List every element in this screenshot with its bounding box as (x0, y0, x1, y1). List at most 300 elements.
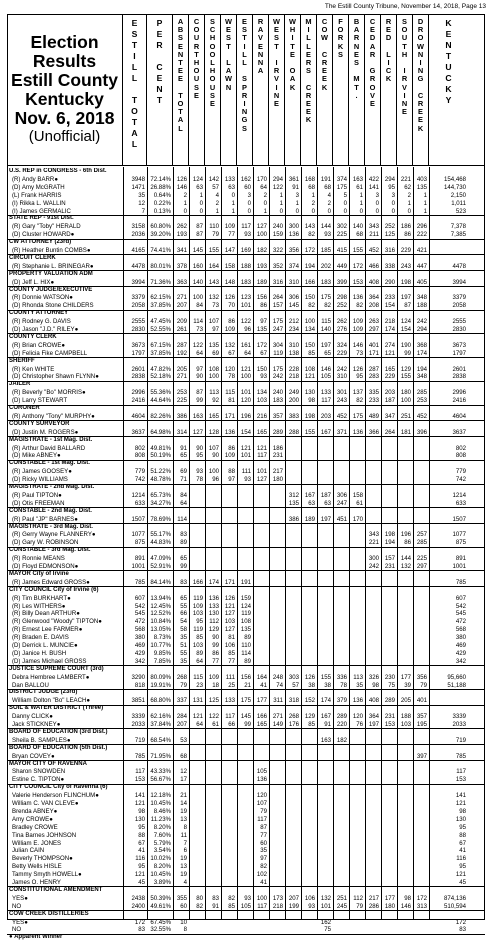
vote-cell-barnes-mt: 170 (352, 515, 363, 523)
vote-cell-estill-springs: 100 (240, 373, 251, 381)
column-header-char: G (369, 66, 376, 76)
vote-cell-estill-total: 130 (134, 815, 145, 823)
vote-cell-barnes-mt (349, 610, 363, 618)
vote-cell-absentee-total: 114 (177, 515, 187, 523)
candidate-name: (R) Glenwood "Woody" TIPTON● (12, 618, 102, 626)
column-header-char: O (131, 106, 138, 116)
column-divider (349, 167, 350, 919)
vote-cell-cedar-grove: 489 (368, 412, 379, 420)
vote-cell-per-cent: 39.20% (150, 231, 171, 239)
vote-cell-drowning-creek (413, 468, 427, 476)
vote-cell-cedar-grove: 297 (368, 326, 379, 333)
column-header-char: E (156, 29, 163, 39)
vote-cell-drowning-creek: 397 (416, 752, 427, 760)
vote-cell-west-irvine-lawn (221, 808, 235, 816)
column-header-per-cent (147, 14, 173, 165)
vote-cell-cow-creek: 203 (320, 412, 331, 420)
vote-cell-white-oak (285, 919, 299, 927)
vote-cell-red-lick (381, 824, 395, 832)
column-header-barnes-mt (349, 14, 365, 165)
vote-cell-white-oak (285, 816, 299, 824)
vote-cell-cedar-grove (365, 634, 379, 642)
vote-cell-south-irvine (397, 800, 411, 808)
vote-cell-schoolhouse: 129 (208, 626, 219, 634)
column-header-char: E (242, 17, 247, 26)
column-header-char: D (385, 33, 392, 43)
section-divider (7, 705, 485, 706)
vote-cell-white-oak: 91 (292, 183, 299, 191)
vote-cell-schoolhouse: 130 (208, 610, 219, 618)
column-header-char: C (445, 73, 452, 83)
vote-cell-south-irvine: 100 (400, 397, 411, 405)
vote-cell-per-cent: 37.85% (150, 349, 171, 357)
vote-cell-barnes-mt (349, 824, 363, 832)
vote-cell-south-irvine (397, 792, 411, 800)
vote-cell-cow-creek (317, 603, 331, 611)
column-header-char: S (402, 17, 407, 26)
column-header-char: V (274, 74, 279, 84)
column-header-char: E (131, 18, 138, 28)
section-divider (7, 547, 485, 548)
vote-cell-west-irvine-lawn: 77 (228, 231, 235, 239)
column-divider (285, 167, 286, 919)
vote-cell-south-irvine (397, 871, 411, 879)
column-header-char: O (177, 99, 184, 109)
vote-cell-white-oak: 200 (288, 397, 299, 405)
vote-cell-drowning-creek: 357 (416, 713, 427, 721)
title-line-6: (Unofficial) (28, 128, 101, 145)
vote-cell-cow-creek (317, 468, 331, 476)
column-header-char: O (369, 82, 376, 92)
column-header-char: H (209, 33, 216, 43)
vote-cell-ravenna: 134 (256, 389, 267, 397)
column-header-char: T (131, 95, 138, 105)
vote-cell-schoolhouse (205, 792, 219, 800)
vote-cell-white-oak (285, 863, 299, 871)
vote-cell-absentee-total: 192 (176, 349, 187, 357)
vote-cell-white-oak: 136 (288, 231, 299, 239)
vote-cell-millers-creek: 155 (304, 428, 315, 436)
vote-cell-drowning-creek (413, 832, 427, 840)
vote-cell-estill-springs (237, 840, 251, 848)
vote-cell-barnes-mt: 79 (356, 902, 363, 910)
vote-cell-south-irvine: 229 (400, 247, 411, 254)
vote-cell-estill-total: 779 (134, 468, 145, 476)
column-header-char: K (445, 84, 452, 94)
column-header-drowning-creek (413, 14, 429, 165)
vote-cell-white-oak: 138 (288, 349, 299, 357)
column-header-char: I (419, 58, 422, 68)
column-header-char: S (210, 17, 215, 26)
vote-cell-white-oak (285, 768, 299, 776)
vote-cell-ravenna: 35 (260, 847, 267, 855)
vote-cell-courthouse: 80 (196, 894, 203, 902)
vote-cell-courthouse: 119 (193, 626, 203, 634)
section-divider (7, 484, 485, 485)
vote-cell-white-oak: 0 (295, 207, 299, 215)
vote-cell-forks (333, 531, 347, 539)
vote-cell-kentucky: 802 (455, 444, 466, 452)
vote-cell-south-irvine: 221 (400, 175, 411, 183)
vote-cell-absentee-total: 355 (176, 894, 187, 902)
vote-cell-absentee-total: 91 (180, 444, 187, 452)
vote-cell-white-oak (285, 871, 299, 879)
vote-cell-estill-total: 35 (138, 191, 145, 199)
vote-cell-estill-springs: 108 (240, 618, 251, 626)
vote-cell-ravenna: 64 (260, 183, 267, 191)
vote-cell-cedar-grove: 300 (368, 555, 379, 563)
candidate-name: Betty Wells HISLE (12, 863, 62, 871)
vote-cell-ravenna: 0 (263, 199, 267, 207)
vote-cell-kentucky: 808 (455, 452, 466, 460)
vote-cell-ravenna: 87 (260, 823, 267, 831)
vote-cell-estill-springs (237, 871, 251, 879)
section-divider (7, 586, 485, 587)
vote-cell-schoolhouse: 128 (208, 428, 219, 436)
vote-cell-estill-total: 3339 (131, 713, 145, 721)
vote-cell-white-oak: 310 (288, 341, 299, 349)
vote-cell-red-lick (381, 634, 395, 642)
vote-cell-barnes-mt (349, 555, 363, 563)
vote-cell-absentee-total: 84 (180, 491, 187, 499)
candidate-name: Amy CROWE● (12, 815, 53, 823)
candidate-name: (D) Amy McGRATH (12, 183, 65, 191)
column-header-char: S (131, 29, 138, 39)
column-header-char: E (156, 73, 163, 83)
section-divider (7, 333, 485, 334)
vote-cell-barnes-mt: 82 (356, 397, 363, 405)
vote-cell-west-irvine-lawn: 126 (224, 594, 235, 602)
vote-cell-per-cent: 10.45% (150, 871, 171, 879)
column-header-char: N (273, 90, 280, 100)
vote-cell-white-oak (285, 603, 299, 611)
vote-cell-red-lick: 230 (384, 673, 395, 681)
vote-cell-south-irvine (397, 468, 411, 476)
column-header-char: R (417, 25, 424, 35)
column-header-char: E (322, 66, 327, 76)
vote-cell-cow-creek: 132 (320, 894, 331, 902)
race-title: U.S. REP in CONGRESS - 6th Dist. (9, 168, 107, 174)
vote-cell-forks: 452 (336, 412, 347, 420)
vote-cell-schoolhouse: 132 (208, 294, 219, 302)
vote-cell-west-irvine-lawn: 66 (228, 721, 235, 728)
vote-cell-south-irvine (397, 492, 411, 500)
vote-cell-cedar-grove: 0 (375, 207, 379, 215)
vote-cell-red-lick (381, 808, 395, 816)
vote-cell-cow-creek: 105 (320, 373, 331, 381)
column-header-char: E (274, 25, 279, 35)
vote-cell-absentee-total: 69 (180, 468, 187, 476)
vote-cell-schoolhouse (205, 800, 219, 808)
vote-cell-courthouse: 100 (192, 294, 203, 302)
vote-cell-red-lick: 174 (384, 326, 395, 333)
vote-cell-red-lick: 198 (384, 531, 395, 539)
vote-cell-estill-total: 633 (134, 499, 145, 507)
column-header-char: L (226, 58, 231, 68)
vote-cell-estill-springs: 156 (240, 673, 251, 681)
vote-cell-west-irvine-lawn: 136 (224, 428, 235, 436)
vote-cell-per-cent: 47.82% (150, 365, 171, 373)
vote-cell-estill-total: 121 (134, 800, 145, 807)
vote-cell-absentee-total: 19 (180, 855, 187, 863)
vote-cell-cedar-grove (365, 808, 379, 816)
vote-cell-millers-creek: 150 (304, 341, 315, 349)
vote-cell-ravenna: 100 (256, 231, 267, 239)
vote-cell-kentucky: 742 (455, 476, 466, 484)
vote-cell-west-irvine-lawn: 147 (224, 247, 235, 254)
vote-cell-per-cent: 26.88% (150, 183, 171, 191)
vote-cell-estill-springs: 64 (244, 349, 251, 357)
vote-cell-drowning-creek: 403 (416, 175, 427, 183)
column-header-char: L (210, 58, 215, 68)
vote-cell-west-irvine-lawn: 63 (228, 183, 235, 191)
vote-cell-kentucky: 542 (455, 602, 466, 610)
column-header-char: E (178, 74, 183, 84)
vote-cell-schoolhouse (205, 847, 219, 855)
vote-cell-white-oak (285, 555, 299, 563)
vote-cell-barnes-mt (349, 863, 363, 871)
vote-cell-per-cent: 48.78% (150, 476, 171, 484)
vote-cell-white-oak: 361 (288, 175, 299, 183)
vote-cell-millers-creek (301, 768, 315, 776)
column-header-char: W (225, 74, 232, 84)
title-line-3: Estill County (11, 70, 118, 90)
vote-cell-ravenna: 41 (260, 681, 267, 689)
vote-cell-courthouse: 1 (199, 191, 203, 199)
candidate-name: (R) Arthur David BALLARD (12, 444, 86, 452)
vote-cell-drowning-creek: 1 (423, 199, 427, 207)
vote-cell-south-irvine (397, 650, 411, 658)
vote-cell-west-irvine-lawn: 86 (228, 444, 235, 452)
column-header-char: K (321, 82, 328, 92)
vote-cell-drowning-creek (413, 824, 427, 832)
vote-cell-red-lick: 294 (384, 175, 395, 183)
vote-cell-per-cent: 11.23% (150, 815, 171, 823)
column-header-char: O (209, 74, 216, 84)
vote-cell-cow-creek (317, 816, 331, 824)
vote-cell-red-lick (381, 610, 395, 618)
vote-cell-forks: 247 (336, 499, 347, 507)
column-header-char: N (257, 58, 264, 68)
vote-cell-schoolhouse: 18 (212, 681, 219, 689)
vote-cell-courthouse: 89 (196, 649, 203, 657)
vote-cell-red-lick: 177 (384, 894, 395, 902)
vote-cell-drowning-creek (413, 816, 427, 824)
column-header-char: I (133, 51, 136, 61)
vote-cell-forks (333, 555, 347, 563)
vote-cell-south-irvine (397, 445, 411, 453)
vote-cell-schoolhouse: 174 (208, 578, 219, 586)
vote-cell-absentee-total: 51 (180, 642, 187, 649)
vote-cell-cow-creek (317, 824, 331, 832)
vote-cell-west-irvine (269, 492, 283, 500)
vote-cell-estill-springs: 161 (240, 341, 251, 349)
vote-cell-absentee-total: 284 (176, 713, 187, 721)
vote-cell-ravenna: 97 (260, 318, 267, 326)
column-header-char: S (194, 82, 199, 92)
vote-cell-per-cent: 55.36% (150, 389, 171, 397)
vote-cell-white-oak: 3 (295, 191, 299, 199)
vote-cell-ravenna: 101 (256, 468, 267, 476)
vote-cell-west-irvine-lawn (221, 768, 235, 776)
vote-cell-estill-total: 719 (134, 736, 145, 744)
vote-cell-cow-creek: 146 (320, 365, 331, 373)
vote-cell-millers-creek (301, 919, 315, 927)
vote-cell-barnes-mt: 158 (352, 491, 363, 499)
vote-cell-absentee-total: 287 (176, 341, 187, 349)
vote-cell-cow-creek (317, 840, 331, 848)
column-header-char: T (156, 95, 163, 105)
vote-cell-courthouse: 95 (196, 618, 203, 626)
vote-cell-kentucky: 3994 (452, 278, 466, 286)
vote-cell-kentucky: 342 (455, 657, 466, 665)
vote-cell-schoolhouse: 96 (212, 476, 219, 484)
vote-cell-west-irvine-lawn (221, 919, 235, 927)
column-header-char: N (445, 40, 452, 50)
vote-cell-courthouse: 121 (192, 713, 203, 721)
vote-cell-cow-creek: 183 (320, 278, 331, 286)
vote-cell-absentee-total: 83 (180, 531, 187, 539)
column-header-char: O (337, 25, 344, 35)
column-header-char: E (258, 41, 263, 51)
column-header-char: N (177, 49, 184, 59)
vote-cell-millers-creek (301, 626, 315, 634)
vote-cell-per-cent: 80.01% (150, 262, 171, 270)
vote-cell-absentee-total: 58 (180, 626, 187, 634)
column-header-char: N (353, 41, 360, 51)
vote-cell-schoolhouse: 61 (212, 721, 219, 728)
vote-cell-courthouse: 63 (196, 183, 203, 191)
vote-cell-west-irvine-lawn: 127 (224, 610, 235, 618)
vote-cell-barnes-mt: 126 (352, 365, 363, 373)
vote-cell-millers-creek: 198 (304, 412, 315, 420)
vote-cell-kentucky: 98 (459, 807, 466, 815)
vote-cell-drowning-creek: 285 (416, 389, 427, 397)
vote-cell-west-irvine (269, 840, 283, 848)
vote-cell-cow-creek (317, 618, 331, 626)
vote-cell-kentucky: 545 (455, 610, 466, 618)
vote-cell-barnes-mt (349, 855, 363, 863)
vote-cell-drowning-creek: 188 (416, 302, 427, 310)
vote-cell-estill-springs: 105 (240, 902, 251, 910)
candidate-name: (I) James GERMALIC (12, 207, 71, 215)
vote-cell-absentee-total: 1 (183, 199, 187, 207)
vote-cell-estill-total: 88 (138, 831, 145, 839)
vote-cell-south-irvine (397, 863, 411, 871)
vote-cell-west-irvine (269, 855, 283, 863)
vote-cell-red-lick: 154 (384, 302, 395, 310)
vote-cell-drowning-creek (413, 808, 427, 816)
candidate-name: Valerie Henderson FLINCHUM● (12, 792, 99, 800)
vote-cell-barnes-mt (349, 800, 363, 808)
vote-cell-courthouse (189, 768, 203, 776)
vote-cell-ravenna: 216 (256, 412, 267, 420)
column-header-absentee-total (173, 14, 189, 165)
vote-cell-courthouse: 95 (196, 452, 203, 460)
vote-cell-per-cent: 12.52% (150, 610, 171, 618)
vote-cell-estill-total: 2601 (131, 365, 145, 373)
vote-cell-estill-total: 802 (134, 444, 145, 452)
vote-cell-cedar-grove: 408 (368, 278, 379, 286)
vote-cell-drowning-creek (413, 650, 427, 658)
vote-cell-per-cent: 50.19% (150, 452, 171, 460)
vote-cell-absentee-total: 363 (176, 278, 187, 286)
vote-cell-millers-creek (301, 650, 315, 658)
vote-cell-absentee-total: 8 (183, 823, 187, 831)
vote-cell-red-lick: 290 (384, 278, 395, 286)
race-title: CONSTABLE - 2nd Mag. Dist. (9, 507, 92, 514)
column-divider (333, 167, 334, 919)
vote-cell-west-irvine-lawn: 1 (231, 199, 235, 207)
vote-cell-per-cent: 13.94% (150, 594, 171, 602)
column-header-char: O (209, 49, 216, 59)
vote-cell-drowning-creek (413, 847, 427, 855)
vote-cell-per-cent: 9.85% (153, 649, 171, 657)
vote-cell-west-irvine: 218 (272, 902, 283, 910)
vote-cell-red-lick: 231 (384, 563, 395, 570)
vote-cell-courthouse: 103 (192, 610, 203, 618)
candidate-name: (R) Beverly "Bo" MORRIS● (12, 389, 86, 397)
vote-cell-west-irvine-lawn: 121 (224, 602, 235, 610)
candidate-name: (R) Rodney G. DAVIS (12, 318, 71, 326)
vote-cell-absentee-total: 8 (183, 926, 187, 934)
section-divider (7, 239, 485, 240)
vote-cell-forks: 243 (336, 397, 347, 405)
vote-cell-kentucky: 141 (455, 792, 466, 800)
vote-cell-estill-springs (237, 800, 251, 808)
vote-cell-millers-creek: 2 (311, 199, 315, 207)
vote-cell-millers-creek: 98 (308, 397, 315, 405)
vote-cell-cow-creek: 167 (320, 428, 331, 436)
vote-cell-absentee-total: 268 (176, 673, 187, 681)
vote-cell-absentee-total: 65 (180, 555, 187, 563)
vote-cell-millers-creek (301, 840, 315, 848)
vote-cell-red-lick (381, 492, 395, 500)
vote-cell-millers-creek: 168 (304, 175, 315, 183)
vote-cell-white-oak: 268 (288, 713, 299, 721)
column-header-char: A (131, 128, 138, 138)
column-header-estill-total (123, 14, 147, 165)
vote-cell-millers-creek: 82 (308, 231, 315, 239)
vote-cell-cow-creek: 144 (320, 223, 331, 231)
vote-cell-forks: 175 (336, 183, 347, 191)
vote-cell-west-irvine-lawn: 106 (224, 642, 235, 649)
vote-cell-courthouse: 115 (193, 673, 203, 681)
vote-cell-estill-springs: 154 (240, 428, 251, 436)
vote-cell-drowning-creek (413, 919, 427, 927)
vote-cell-barnes-mt: 68 (356, 231, 363, 239)
vote-cell-cedar-grove: 208 (368, 302, 379, 310)
vote-cell-absentee-total: 54 (180, 618, 187, 626)
vote-cell-estill-springs (237, 863, 251, 871)
vote-cell-per-cent: 8.46% (153, 807, 171, 815)
vote-cell-forks: 262 (336, 318, 347, 326)
vote-cell-schoolhouse (205, 871, 219, 879)
vote-cell-drowning-creek: 253 (416, 397, 427, 405)
vote-cell-absentee-total: 89 (180, 539, 187, 547)
vote-cell-west-irvine-lawn: 132 (224, 341, 235, 349)
vote-cell-south-irvine: 124 (400, 318, 411, 326)
vote-cell-cedar-grove: 366 (368, 428, 379, 436)
candidate-name: (D) Floyd EDMONSON● (12, 563, 79, 570)
vote-cell-per-cent: 72.14% (150, 175, 171, 183)
vote-cell-schoolhouse: 57 (212, 183, 219, 191)
vote-cell-estill-total: 2033 (131, 721, 145, 728)
vote-cell-south-irvine (397, 808, 411, 816)
vote-cell-schoolhouse (205, 832, 219, 840)
vote-cell-ravenna: 150 (256, 365, 267, 373)
vote-cell-south-irvine (397, 642, 411, 650)
